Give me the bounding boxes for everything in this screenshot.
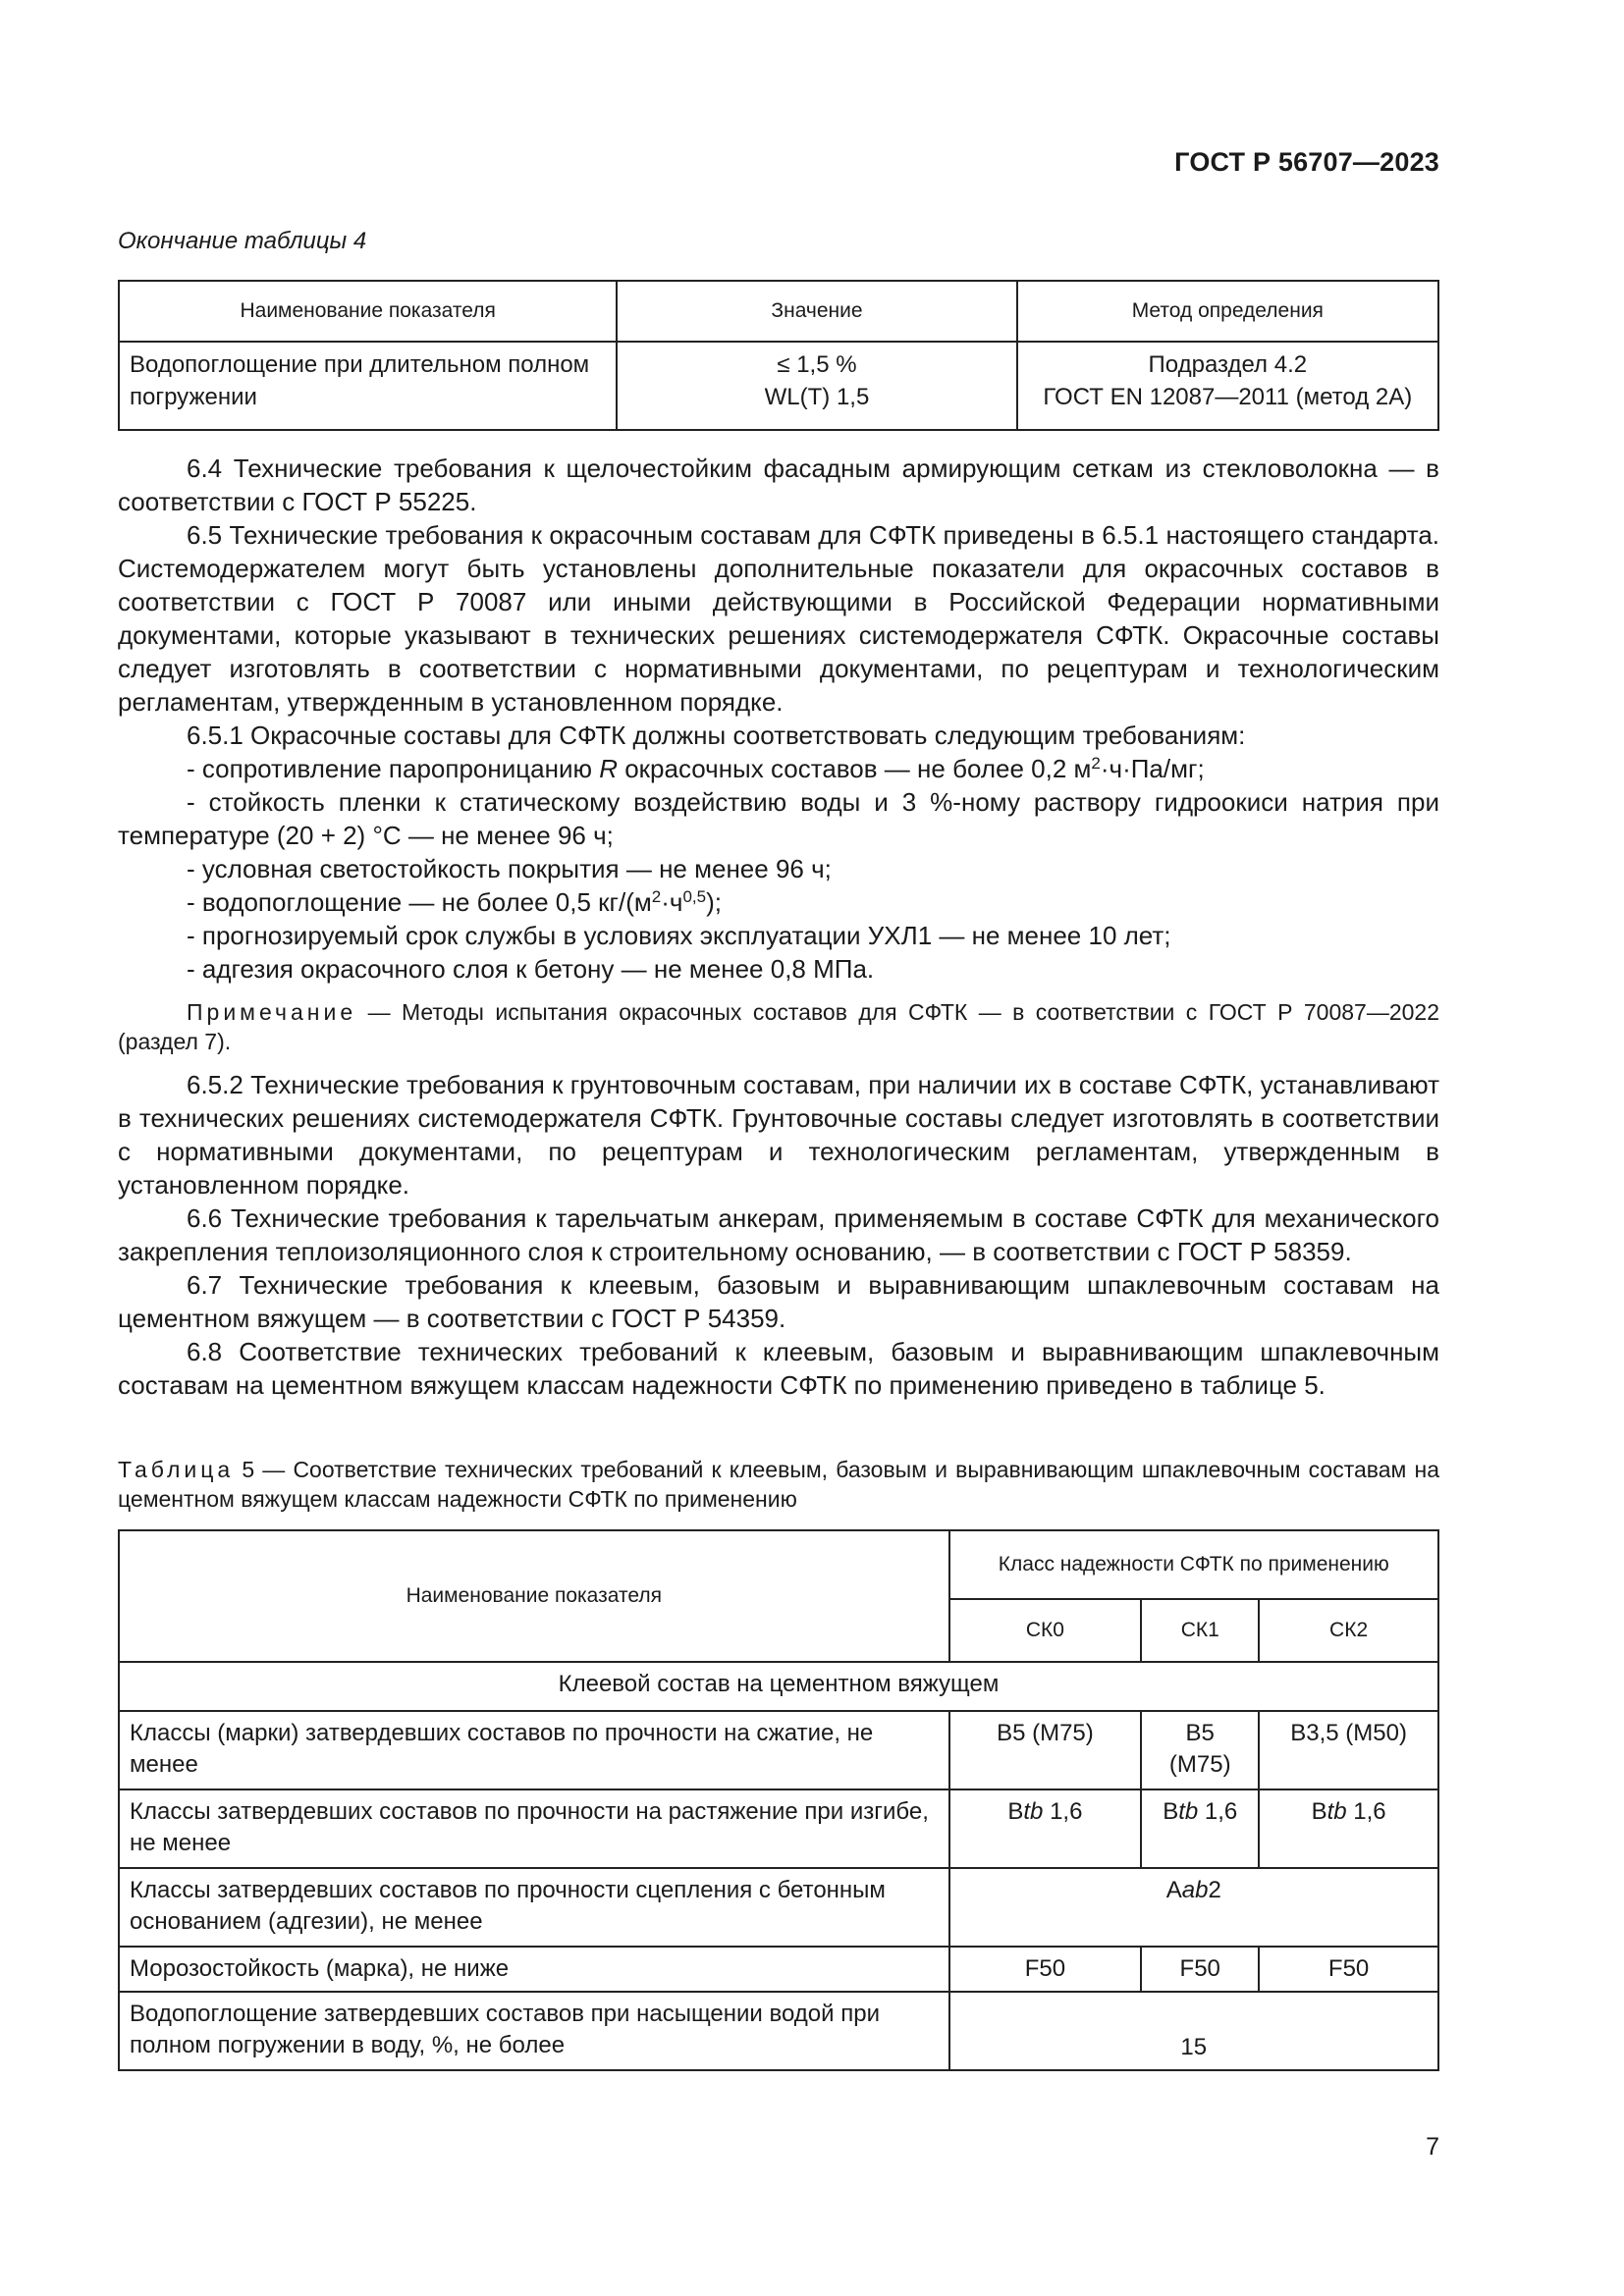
- paragraph-6-8: 6.8 Соответствие технических требований к клеевым, базовым и выравнивающим шпаклевочным составам на цементном вяжущем классам надежности СФТК по применению приведено в таблице 5.: [118, 1337, 1439, 1400]
- text-fragment: - водопоглощение — не более 0,5 кг/(м: [187, 887, 652, 917]
- text-fragment: ·ч: [661, 887, 683, 917]
- method-line: Подраздел 4.2: [1148, 351, 1308, 378]
- paragraph-6-5-1: 6.5.1 Окрасочные составы для СФТК должны соответствовать следующим требованиям:: [187, 721, 1246, 750]
- table4-cell-method: [1017, 342, 1438, 430]
- table5-cell: В5 (М75): [949, 1711, 1142, 1789]
- list-item: - стойкость пленки к статическому воздействию воды и 3 %-ному раствору гидроокиси натрия при температуре (20 + 2) °С — не менее 96 ч;: [118, 787, 1439, 850]
- superscript: 0,5: [682, 887, 707, 906]
- text-fragment: 1,6: [1198, 1798, 1238, 1825]
- text-fragment: 1,6: [1346, 1798, 1386, 1825]
- table-5: [118, 1529, 1439, 2071]
- list-item: [118, 885, 1439, 919]
- text-fragment: 1,6: [1043, 1798, 1083, 1825]
- table5-caption-text: 5 — Соответствие технических требований к клеевым, базовым и выравнивающим шпаклевочным составам на цементном вяжущем классам надежности СФТК по применению: [118, 1457, 1439, 1512]
- value-line: ≤ 1,5 %: [777, 351, 857, 378]
- subscript-italic: tb: [1178, 1798, 1199, 1825]
- table4-col-value: Значение: [617, 281, 1016, 342]
- table5-caption: [118, 1455, 1439, 1514]
- table5-cell: [949, 1789, 1142, 1868]
- table5-row-name: Морозостойкость (марка), не ниже: [119, 1947, 949, 1992]
- table5-cell: F50: [949, 1947, 1142, 1992]
- table5-class-ck0: СК0: [949, 1599, 1142, 1662]
- table5-col-name: Наименование показателя: [119, 1530, 949, 1662]
- list-item: - прогнозируемый срок службы в условиях эксплуатации УХЛ1 — не менее 10 лет;: [187, 921, 1171, 950]
- table5-section-row: [119, 1662, 1438, 1711]
- variable: R: [599, 754, 618, 783]
- method-line: ГОСТ EN 12087—2011 (метод 2А): [1043, 384, 1413, 410]
- table-row: [119, 1992, 1438, 2070]
- paragraph-6-5-2: 6.5.2 Технические требования к грунтовочным составам, при наличии их в составе СФТК, устанавливают в технических решениях системодержателя СФТК. Грунтовочные составы следует изготовлять в соответствии с нормативными документами, по рецептурам и технологическим регламентам, утвержденным в установленном порядке.: [118, 1070, 1439, 1200]
- subscript-italic: tb: [1023, 1798, 1044, 1825]
- list-item: [118, 752, 1439, 785]
- table5-cell: [1141, 1789, 1259, 1868]
- table5-row-name: Классы затвердевших составов по прочности сцепления с бетонным основанием (адгезии), не менее: [119, 1868, 949, 1947]
- text-fragment: А: [1165, 1877, 1182, 1903]
- table4-col-method: Метод определения: [1017, 281, 1438, 342]
- table5-cell: В5 (М75): [1141, 1711, 1259, 1789]
- standard-header: ГОСТ Р 56707—2023: [1174, 147, 1439, 177]
- table5-section-title: Клеевой состав на цементном вяжущем: [119, 1662, 1438, 1711]
- value-line: WL(T) 1,5: [764, 384, 870, 410]
- text-fragment: - сопротивление паропроницанию: [187, 754, 600, 783]
- text-fragment: 2: [1208, 1877, 1221, 1903]
- table4-cell-value: [617, 342, 1016, 430]
- paragraph-6-5: 6.5 Технические требования к окрасочным составам для СФТК приведены в 6.5.1 настоящего стандарта. Системодержателем могут быть установлены дополнительные показатели для окрасочных составов в соответствии с ГОСТ Р 70087 или иными действующими в Российской Федерации нормативными документами, которые указывают в технических решениях системодержателя СФТК. Окрасочные составы следует изготовлять в соответствии с нормативными документами, по рецептурам и технологическим регламентам, утвержденным в установленном порядке.: [118, 520, 1439, 717]
- table-row: [119, 1868, 1438, 1947]
- table5-cell-merged: [949, 1868, 1438, 1947]
- text-fragment: );: [706, 887, 722, 917]
- table5-caption-label: Таблица: [118, 1457, 235, 1482]
- table5-cell: В3,5 (М50): [1259, 1711, 1438, 1789]
- table4-cell-name: Водопоглощение при длительном полном погружении: [119, 342, 617, 430]
- superscript: 2: [651, 887, 662, 906]
- subscript-italic: tb: [1326, 1798, 1347, 1825]
- note-label: Примечание: [187, 999, 357, 1025]
- table5-class-ck2: СК2: [1259, 1599, 1438, 1662]
- list-item: - условная светостойкость покрытия — не менее 96 ч;: [187, 854, 832, 883]
- page-number: 7: [1426, 2133, 1439, 2161]
- table5-class-ck1: СК1: [1141, 1599, 1259, 1662]
- table5-row-name: Классы (марки) затвердевших составов по прочности на сжатие, не менее: [119, 1711, 949, 1789]
- table5-cell: F50: [1259, 1947, 1438, 1992]
- table4-header-row: [119, 281, 1438, 342]
- table-row: [119, 1789, 1438, 1868]
- text-fragment: В: [1163, 1798, 1179, 1825]
- table-row: [119, 342, 1438, 430]
- table5-row-name: Классы затвердевших составов по прочности на растяжение при изгибе, не менее: [119, 1789, 949, 1868]
- text-fragment: ·ч·Па/мг;: [1100, 754, 1205, 783]
- text-fragment: В: [1311, 1798, 1327, 1825]
- body-text: [118, 452, 1439, 1402]
- table5-cell: F50: [1141, 1947, 1259, 1992]
- text-fragment: окрасочных составов — не более 0,2 м: [617, 754, 1092, 783]
- list-item: - адгезия окрасочного слоя к бетону — не менее 0,8 МПа.: [187, 954, 875, 984]
- note-text: — Методы испытания окрасочных составов для СФТК — в соответствии с ГОСТ Р 70087—2022 (раздел 7).: [118, 999, 1439, 1054]
- paragraph-6-7: 6.7 Технические требования к клеевым, базовым и выравнивающим шпаклевочным составам на цементном вяжущем — в соответствии с ГОСТ Р 54359.: [118, 1270, 1439, 1333]
- table5-cell: [1259, 1789, 1438, 1868]
- paragraph-6-6: 6.6 Технические требования к тарельчатым анкерам, применяемым в составе СФТК для механического закрепления теплоизоляционного слоя к строительному основанию, — в соответствии с ГОСТ Р 58359.: [118, 1203, 1439, 1266]
- table-4: [118, 280, 1439, 431]
- table5-cell-merged: 15: [949, 1992, 1438, 2070]
- table4-col-name: Наименование показателя: [119, 281, 617, 342]
- table-row: [119, 1711, 1438, 1789]
- table5-col-group: Класс надежности СФТК по применению: [949, 1530, 1438, 1599]
- superscript: 2: [1091, 754, 1101, 773]
- table5-row-name: Водопоглощение затвердевших составов при насыщении водой при полном погружении в воду, %, не более: [119, 1992, 949, 2070]
- table5-header-row: [119, 1530, 1438, 1599]
- paragraph-6-4: 6.4 Технические требования к щелочестойким фасадным армирующим сеткам из стекловолокна — в соответствии с ГОСТ Р 55225.: [118, 454, 1439, 516]
- table-row: [119, 1947, 1438, 1992]
- subscript-italic: ab: [1181, 1877, 1209, 1903]
- table4-caption: Окончание таблицы 4: [118, 228, 367, 254]
- text-fragment: В: [1007, 1798, 1024, 1825]
- note: [118, 997, 1439, 1056]
